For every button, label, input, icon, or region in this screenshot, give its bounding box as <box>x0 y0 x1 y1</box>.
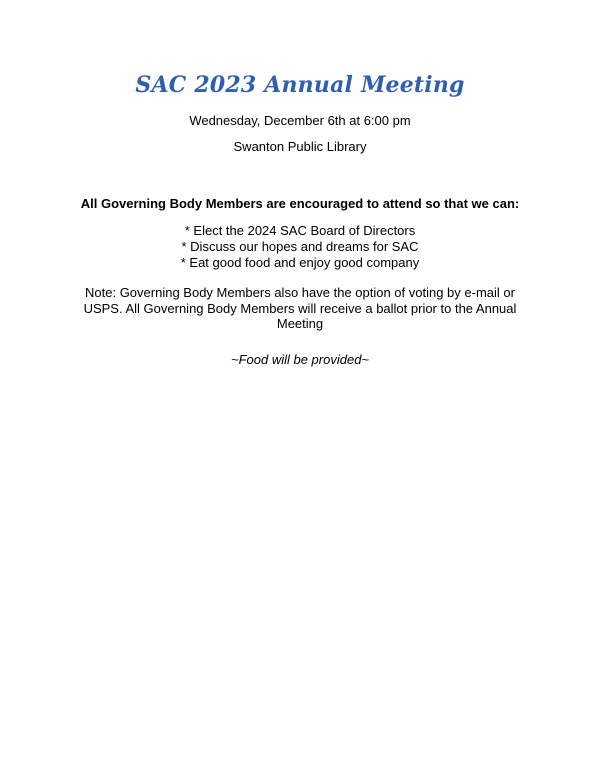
document-title: SAC 2023 Annual Meeting <box>135 72 465 98</box>
food-notice: ~Food will be provided~ <box>230 352 370 367</box>
agenda-list <box>0 223 600 271</box>
agenda-item: * Eat good food and enjoy good company <box>180 255 420 270</box>
attendance-intro: All Governing Body Members are encouraged to attend so that we can: <box>80 196 520 211</box>
meeting-location: Swanton Public Library <box>233 139 367 154</box>
agenda-item: * Elect the 2024 SAC Board of Directors <box>184 223 416 238</box>
agenda-item: * Discuss our hopes and dreams for SAC <box>181 239 419 254</box>
voting-note: Note: Governing Body Members also have the option of voting by e-mail or USPS. All Governing Body Members will receive a ballot prior to the Annual Meeting <box>83 285 517 331</box>
meeting-date-time: Wednesday, December 6th at 6:00 pm <box>189 113 411 128</box>
